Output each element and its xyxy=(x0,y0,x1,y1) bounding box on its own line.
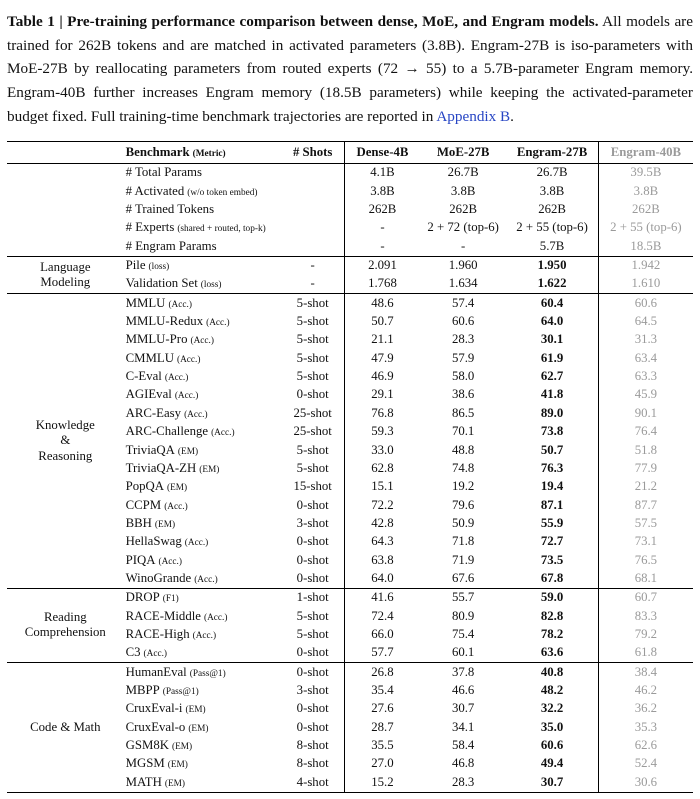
engram-27b-value: 60.4 xyxy=(506,294,598,313)
metric-label: (Acc.) xyxy=(168,299,192,310)
engram-27b-value: 5.7B xyxy=(539,238,565,253)
moe-27b-value: 71.8 xyxy=(451,534,475,549)
moe-27b-column-header: MoE-27B xyxy=(420,141,506,163)
benchmark-name: BBH (EM) xyxy=(125,515,176,530)
engram-40b-value: 87.7 xyxy=(598,496,693,514)
dense-4b-value: 72.4 xyxy=(344,607,419,625)
shots-value: 0-shot xyxy=(296,497,329,512)
results-table-body xyxy=(7,163,693,792)
engram-40b-value: 38.4 xyxy=(598,663,693,682)
caption-body: All models are trained for 262B tokens and are matched in activated parameters (3.8B). Engram-27B is iso-parameters with MoE-27B by reallocating parameters from routed experts (72 → 55) to a 5.7B-parameter Engram memory. Engram-40B further increases Engram memory (18.5B parameters) while keeping the activated-parameter budget fixed. Full training-time benchmark trajectories are reported in xyxy=(7,13,693,125)
engram-40b-value: 60.7 xyxy=(598,588,693,607)
metric-label: (Acc.) xyxy=(164,373,189,384)
moe-27b-value: 60.6 xyxy=(451,314,475,329)
metric-label: (Acc.) xyxy=(211,428,235,439)
benchmark-name: # Trained Tokens xyxy=(125,202,215,217)
engram-40b-value: 1.610 xyxy=(598,275,693,294)
shots-value: 5-shot xyxy=(281,294,344,313)
engram-27b-value: 89.0 xyxy=(540,405,564,420)
moe-27b-value: 37.8 xyxy=(420,663,506,682)
benchmark-name: MBPP (Pass@1) xyxy=(125,682,199,697)
moe-27b-value: 26.7B xyxy=(447,165,479,180)
engram-27b-value: 64.0 xyxy=(540,314,564,329)
engram-40b-value: 46.2 xyxy=(598,681,693,699)
engram-40b-value: 63.4 xyxy=(598,349,693,367)
dense-4b-value: 42.8 xyxy=(344,514,419,532)
metric-label: (EM) xyxy=(172,742,193,753)
moe-27b-value: - xyxy=(461,238,466,253)
moe-27b-value: 57.9 xyxy=(451,350,475,365)
dense-4b-value: 59.3 xyxy=(344,423,419,441)
moe-27b-value: 34.1 xyxy=(451,719,475,734)
engram-40b-value: 35.3 xyxy=(598,718,693,736)
shots-value: 0-shot xyxy=(296,645,329,660)
shots-value: 0-shot xyxy=(296,534,329,549)
shots-value: 5-shot xyxy=(296,460,329,475)
dense-4b-value: 15.1 xyxy=(344,478,419,496)
benchmark-name: C-Eval (Acc.) xyxy=(125,369,189,384)
moe-27b-value: 74.8 xyxy=(451,460,475,475)
shots-value xyxy=(281,163,344,182)
shots-value: 25-shot xyxy=(293,424,332,439)
dense-4b-value: 62.8 xyxy=(344,459,419,477)
engram-27b-value: 60.6 xyxy=(540,738,564,753)
engram-27b-value: 30.7 xyxy=(540,774,564,789)
engram-27b-value: 59.0 xyxy=(506,588,598,607)
benchmark-name: RACE-High (Acc.) xyxy=(125,626,217,641)
moe-27b-value: 38.6 xyxy=(451,387,475,402)
dense-4b-value: 35.5 xyxy=(344,737,419,755)
moe-27b-value: 1.960 xyxy=(420,256,506,275)
caption-title: Table 1 | Pre-training performance comparison between dense, MoE, and Engram models. xyxy=(7,13,599,30)
engram-40b-value: 52.4 xyxy=(598,755,693,773)
engram-40b-value: 64.5 xyxy=(598,313,693,331)
benchmark-name: # Engram Params xyxy=(125,238,217,253)
benchmark-name: # Activated (w/o token embed) xyxy=(125,183,258,198)
metric-label: (EM) xyxy=(167,760,188,771)
dense-4b-value: 48.6 xyxy=(344,294,419,313)
table-caption xyxy=(7,10,693,129)
metric-label: (EM) xyxy=(164,778,186,789)
engram-40b-value: 68.1 xyxy=(598,569,693,588)
moe-27b-value: 58.4 xyxy=(451,738,475,753)
engram-40b-value: 262B xyxy=(598,201,693,219)
benchmark-name: CCPM (Acc.) xyxy=(125,497,188,512)
shots-value: 5-shot xyxy=(296,608,329,623)
shots-value: 0-shot xyxy=(296,387,329,402)
engram-40b-value: 61.8 xyxy=(598,644,693,663)
engram-40b-value: 73.1 xyxy=(598,533,693,551)
engram-27b-value: 3.8B xyxy=(539,183,565,198)
shots-value xyxy=(281,182,344,200)
dense-4b-value: 57.7 xyxy=(344,644,419,663)
metric-label: (Acc.) xyxy=(192,630,217,641)
metric-label: (Acc.) xyxy=(184,538,209,549)
benchmark-name: ARC-Challenge (Acc.) xyxy=(125,424,235,439)
engram-40b-value: 60.6 xyxy=(598,294,693,313)
engram-40b-value: 36.2 xyxy=(598,700,693,718)
engram-40b-value: 2 + 55 (top-6) xyxy=(598,219,693,237)
shots-value: - xyxy=(281,256,344,275)
section-group-label: Language Modeling xyxy=(7,256,124,294)
dense-4b-value: 26.8 xyxy=(344,663,419,682)
section-group-label: Reading Comprehension xyxy=(7,588,124,662)
moe-27b-value: 86.5 xyxy=(451,405,475,420)
metric-label: (Acc.) xyxy=(176,354,201,365)
metric-label: (Acc.) xyxy=(206,318,230,329)
metric-label: (Acc.) xyxy=(194,574,218,585)
shots-value: 5-shot xyxy=(296,442,329,457)
benchmark-name: RACE-Middle (Acc.) xyxy=(125,608,228,623)
shots-value: 0-shot xyxy=(296,719,329,734)
dense-4b-value: 21.1 xyxy=(344,331,419,349)
engram-27b-value: 61.9 xyxy=(540,350,564,365)
shots-value: 15-shot xyxy=(293,479,332,494)
benchmark-name: PopQA (EM) xyxy=(125,479,188,494)
benchmark-name: MMLU-Pro (Acc.) xyxy=(125,332,214,347)
metric-label: (EM) xyxy=(185,705,206,716)
shots-value: 0-shot xyxy=(296,701,329,716)
shots-value: 5-shot xyxy=(296,626,329,641)
metric-label: (Pass@1) xyxy=(189,668,226,679)
shots-column-header: # Shots xyxy=(281,141,344,163)
shots-value: - xyxy=(310,276,315,291)
metric-note-label: (Metric) xyxy=(192,148,226,159)
benchmark-name: CMMLU (Acc.) xyxy=(125,350,201,365)
table-row xyxy=(7,256,693,275)
shots-value: 4-shot xyxy=(296,774,329,789)
dense-4b-value: 262B xyxy=(344,201,419,219)
benchmark-name: MMLU-Redux (Acc.) xyxy=(125,314,230,329)
results-table xyxy=(7,141,693,793)
metric-label: (Acc.) xyxy=(203,612,228,623)
dense-4b-value: 33.0 xyxy=(344,441,419,459)
shots-value xyxy=(281,201,344,219)
engram-40b-value: 79.2 xyxy=(598,625,693,643)
benchmark-name: MATH (EM) xyxy=(125,774,186,789)
engram-40b-value: 39.5B xyxy=(598,163,693,182)
metric-label: (F1) xyxy=(162,594,179,605)
moe-27b-value: 1.634 xyxy=(448,276,478,291)
section-group-label: Code & Math xyxy=(7,663,124,792)
group-column-header xyxy=(7,141,124,163)
engram-27b-value: 48.2 xyxy=(540,682,564,697)
engram-27b-column-header: Engram-27B xyxy=(506,141,598,163)
table-header-row xyxy=(7,141,693,163)
benchmark-name: C3 (Acc.) xyxy=(125,645,168,660)
engram-40b-value: 76.5 xyxy=(598,551,693,569)
moe-27b-value: 48.8 xyxy=(451,442,475,457)
engram-40b-value: 63.3 xyxy=(598,368,693,386)
benchmark-name: CruxEval-i (EM) xyxy=(125,701,206,716)
engram-27b-value: 72.7 xyxy=(540,534,564,549)
benchmark-name: MGSM (EM) xyxy=(125,756,188,771)
engram-27b-value: 1.950 xyxy=(506,256,598,275)
moe-27b-value: 30.7 xyxy=(451,701,475,716)
moe-27b-value: 28.3 xyxy=(451,332,475,347)
metric-label: (Acc.) xyxy=(174,391,199,402)
engram-27b-value: 76.3 xyxy=(540,460,564,475)
engram-40b-value: 21.2 xyxy=(598,478,693,496)
metric-label: (Acc.) xyxy=(190,336,214,347)
table-row xyxy=(7,588,693,607)
engram-40b-value: 77.9 xyxy=(598,459,693,477)
metric-label: (EM) xyxy=(154,519,176,530)
shots-value: 8-shot xyxy=(296,738,329,753)
metric-label: (Acc.) xyxy=(164,501,188,512)
dense-4b-value: 15.2 xyxy=(344,773,419,792)
metric-label: (loss) xyxy=(200,280,222,291)
shots-value: 25-shot xyxy=(293,405,332,420)
shots-value: 5-shot xyxy=(296,369,329,384)
moe-27b-value: 46.8 xyxy=(451,756,475,771)
benchmark-name: Validation Set (loss) xyxy=(125,276,222,291)
dense-4b-value: 27.0 xyxy=(344,755,419,773)
engram-27b-value: 50.7 xyxy=(540,442,564,457)
shots-value xyxy=(281,219,344,237)
engram-40b-value: 83.3 xyxy=(598,607,693,625)
metric-label: (Acc.) xyxy=(158,556,182,567)
engram-40b-value: 51.8 xyxy=(598,441,693,459)
benchmark-name: Pile (loss) xyxy=(124,256,282,275)
dense-4b-value: 47.9 xyxy=(344,349,419,367)
dense-4b-value: 64.0 xyxy=(344,569,419,588)
dense-4b-value: 64.3 xyxy=(344,533,419,551)
moe-27b-value: 46.6 xyxy=(451,682,475,697)
table-row xyxy=(7,163,693,182)
engram-40b-value: 30.6 xyxy=(598,773,693,792)
benchmark-name: HumanEval (Pass@1) xyxy=(124,663,282,682)
metric-label: (EM) xyxy=(167,483,188,494)
dense-4b-value: 76.8 xyxy=(344,404,419,422)
shots-value: 8-shot xyxy=(296,756,329,771)
engram-27b-value: 73.5 xyxy=(540,552,564,567)
moe-27b-value: 19.2 xyxy=(451,479,475,494)
dense-4b-value: 4.1B xyxy=(344,163,419,182)
benchmark-header-label: Benchmark xyxy=(125,144,190,159)
metric-label: (EM) xyxy=(188,723,209,734)
engram-40b-value: 18.5B xyxy=(598,237,693,256)
dense-4b-value: 66.0 xyxy=(344,625,419,643)
moe-27b-value: 70.1 xyxy=(451,424,475,439)
section-group-label: Knowledge & Reasoning xyxy=(7,294,124,589)
table-row xyxy=(7,294,693,313)
engram-27b-value: 1.622 xyxy=(537,276,567,291)
benchmark-name: # Experts (shared + routed, top-k) xyxy=(125,220,266,235)
benchmark-name: ARC-Easy (Acc.) xyxy=(125,405,208,420)
engram-27b-value: 2 + 55 (top-6) xyxy=(516,220,588,235)
metric-label: (Acc.) xyxy=(143,649,168,660)
engram-40b-value: 3.8B xyxy=(598,182,693,200)
benchmark-column-header xyxy=(124,141,282,163)
benchmark-name: TriviaQA (EM) xyxy=(125,442,199,457)
appendix-b-link[interactable]: Appendix B xyxy=(436,107,511,125)
dense-4b-value: 41.6 xyxy=(344,588,419,607)
engram-27b-value: 26.7B xyxy=(536,165,568,180)
dense-4b-value: 1.768 xyxy=(344,275,419,294)
engram-40b-value: 90.1 xyxy=(598,404,693,422)
shots-value: 0-shot xyxy=(296,570,329,585)
moe-27b-value: 55.7 xyxy=(420,588,506,607)
engram-27b-value: 82.8 xyxy=(540,608,564,623)
dense-4b-value: 27.6 xyxy=(344,700,419,718)
metric-label: (EM) xyxy=(199,464,220,475)
engram-27b-value: 40.8 xyxy=(506,663,598,682)
section-group-label xyxy=(7,163,124,256)
engram-40b-value: 57.5 xyxy=(598,514,693,532)
moe-27b-value: 2 + 72 (top-6) xyxy=(427,220,499,235)
dense-4b-value: 28.7 xyxy=(344,718,419,736)
shots-value xyxy=(281,237,344,256)
engram-27b-value: 41.8 xyxy=(540,387,564,402)
moe-27b-value: 58.0 xyxy=(451,369,475,384)
dense-4b-value: - xyxy=(344,219,419,237)
moe-27b-value: 50.9 xyxy=(451,515,475,530)
engram-40b-column-header: Engram-40B xyxy=(598,141,693,163)
engram-27b-value: 78.2 xyxy=(540,626,564,641)
engram-27b-value: 30.1 xyxy=(540,332,564,347)
dense-4b-column-header: Dense-4B xyxy=(344,141,419,163)
benchmark-name: DROP (F1) xyxy=(124,588,282,607)
metric-label: (w/o token embed) xyxy=(187,187,258,198)
moe-27b-value: 67.6 xyxy=(451,570,475,585)
dense-4b-value: 50.7 xyxy=(344,313,419,331)
dense-4b-value: - xyxy=(344,237,419,256)
engram-27b-value: 73.8 xyxy=(540,424,564,439)
dense-4b-value: 29.1 xyxy=(344,386,419,404)
metric-label: (Acc.) xyxy=(184,409,208,420)
dense-4b-value: 46.9 xyxy=(344,368,419,386)
engram-27b-value: 262B xyxy=(538,202,566,217)
engram-40b-value: 1.942 xyxy=(598,256,693,275)
metric-label: (loss) xyxy=(148,262,170,273)
dense-4b-value: 2.091 xyxy=(344,256,419,275)
moe-27b-value: 80.9 xyxy=(451,608,475,623)
moe-27b-value: 60.1 xyxy=(451,645,475,660)
metric-label: (shared + routed, top-k) xyxy=(177,224,266,235)
table-row xyxy=(7,663,693,682)
moe-27b-value: 57.4 xyxy=(420,294,506,313)
engram-27b-value: 55.9 xyxy=(540,515,564,530)
engram-40b-value: 76.4 xyxy=(598,423,693,441)
engram-27b-value: 35.0 xyxy=(540,719,564,734)
engram-27b-value: 19.4 xyxy=(540,479,564,494)
engram-27b-value: 87.1 xyxy=(540,497,564,512)
shots-value: 5-shot xyxy=(296,350,329,365)
shots-value: 5-shot xyxy=(296,332,329,347)
benchmark-name: HellaSwag (Acc.) xyxy=(125,534,209,549)
engram-27b-value: 32.2 xyxy=(540,701,564,716)
shots-value: 0-shot xyxy=(281,663,344,682)
moe-27b-value: 75.4 xyxy=(451,626,475,641)
benchmark-name: WinoGrande (Acc.) xyxy=(125,570,218,585)
engram-27b-value: 49.4 xyxy=(540,756,564,771)
engram-40b-value: 45.9 xyxy=(598,386,693,404)
engram-27b-value: 67.8 xyxy=(540,570,564,585)
engram-40b-value: 31.3 xyxy=(598,331,693,349)
engram-27b-value: 63.6 xyxy=(540,645,564,660)
dense-4b-value: 63.8 xyxy=(344,551,419,569)
moe-27b-value: 71.9 xyxy=(451,552,475,567)
shots-value: 3-shot xyxy=(296,682,329,697)
benchmark-name: MMLU (Acc.) xyxy=(124,294,282,313)
benchmark-name: # Total Params xyxy=(125,165,202,180)
benchmark-name: CruxEval-o (EM) xyxy=(125,719,209,734)
moe-27b-value: 262B xyxy=(449,202,478,217)
shots-value: 5-shot xyxy=(296,314,329,329)
engram-27b-value: 62.7 xyxy=(540,369,564,384)
benchmark-name: AGIEval (Acc.) xyxy=(125,387,199,402)
shots-value: 3-shot xyxy=(296,515,329,530)
moe-27b-value: 79.6 xyxy=(451,497,475,512)
benchmark-name: GSM8K (EM) xyxy=(125,738,193,753)
caption-period: . xyxy=(510,107,514,125)
benchmark-name: TriviaQA-ZH (EM) xyxy=(125,460,220,475)
benchmark-name: PIQA (Acc.) xyxy=(125,552,182,567)
dense-4b-value: 72.2 xyxy=(344,496,419,514)
moe-27b-value: 3.8B xyxy=(450,183,476,198)
moe-27b-value: 28.3 xyxy=(451,774,475,789)
shots-value: 0-shot xyxy=(296,552,329,567)
dense-4b-value: 3.8B xyxy=(344,182,419,200)
engram-40b-value: 62.6 xyxy=(598,737,693,755)
metric-label: (Pass@1) xyxy=(162,686,199,697)
metric-label: (EM) xyxy=(177,446,199,457)
dense-4b-value: 35.4 xyxy=(344,681,419,699)
shots-value: 1-shot xyxy=(281,588,344,607)
